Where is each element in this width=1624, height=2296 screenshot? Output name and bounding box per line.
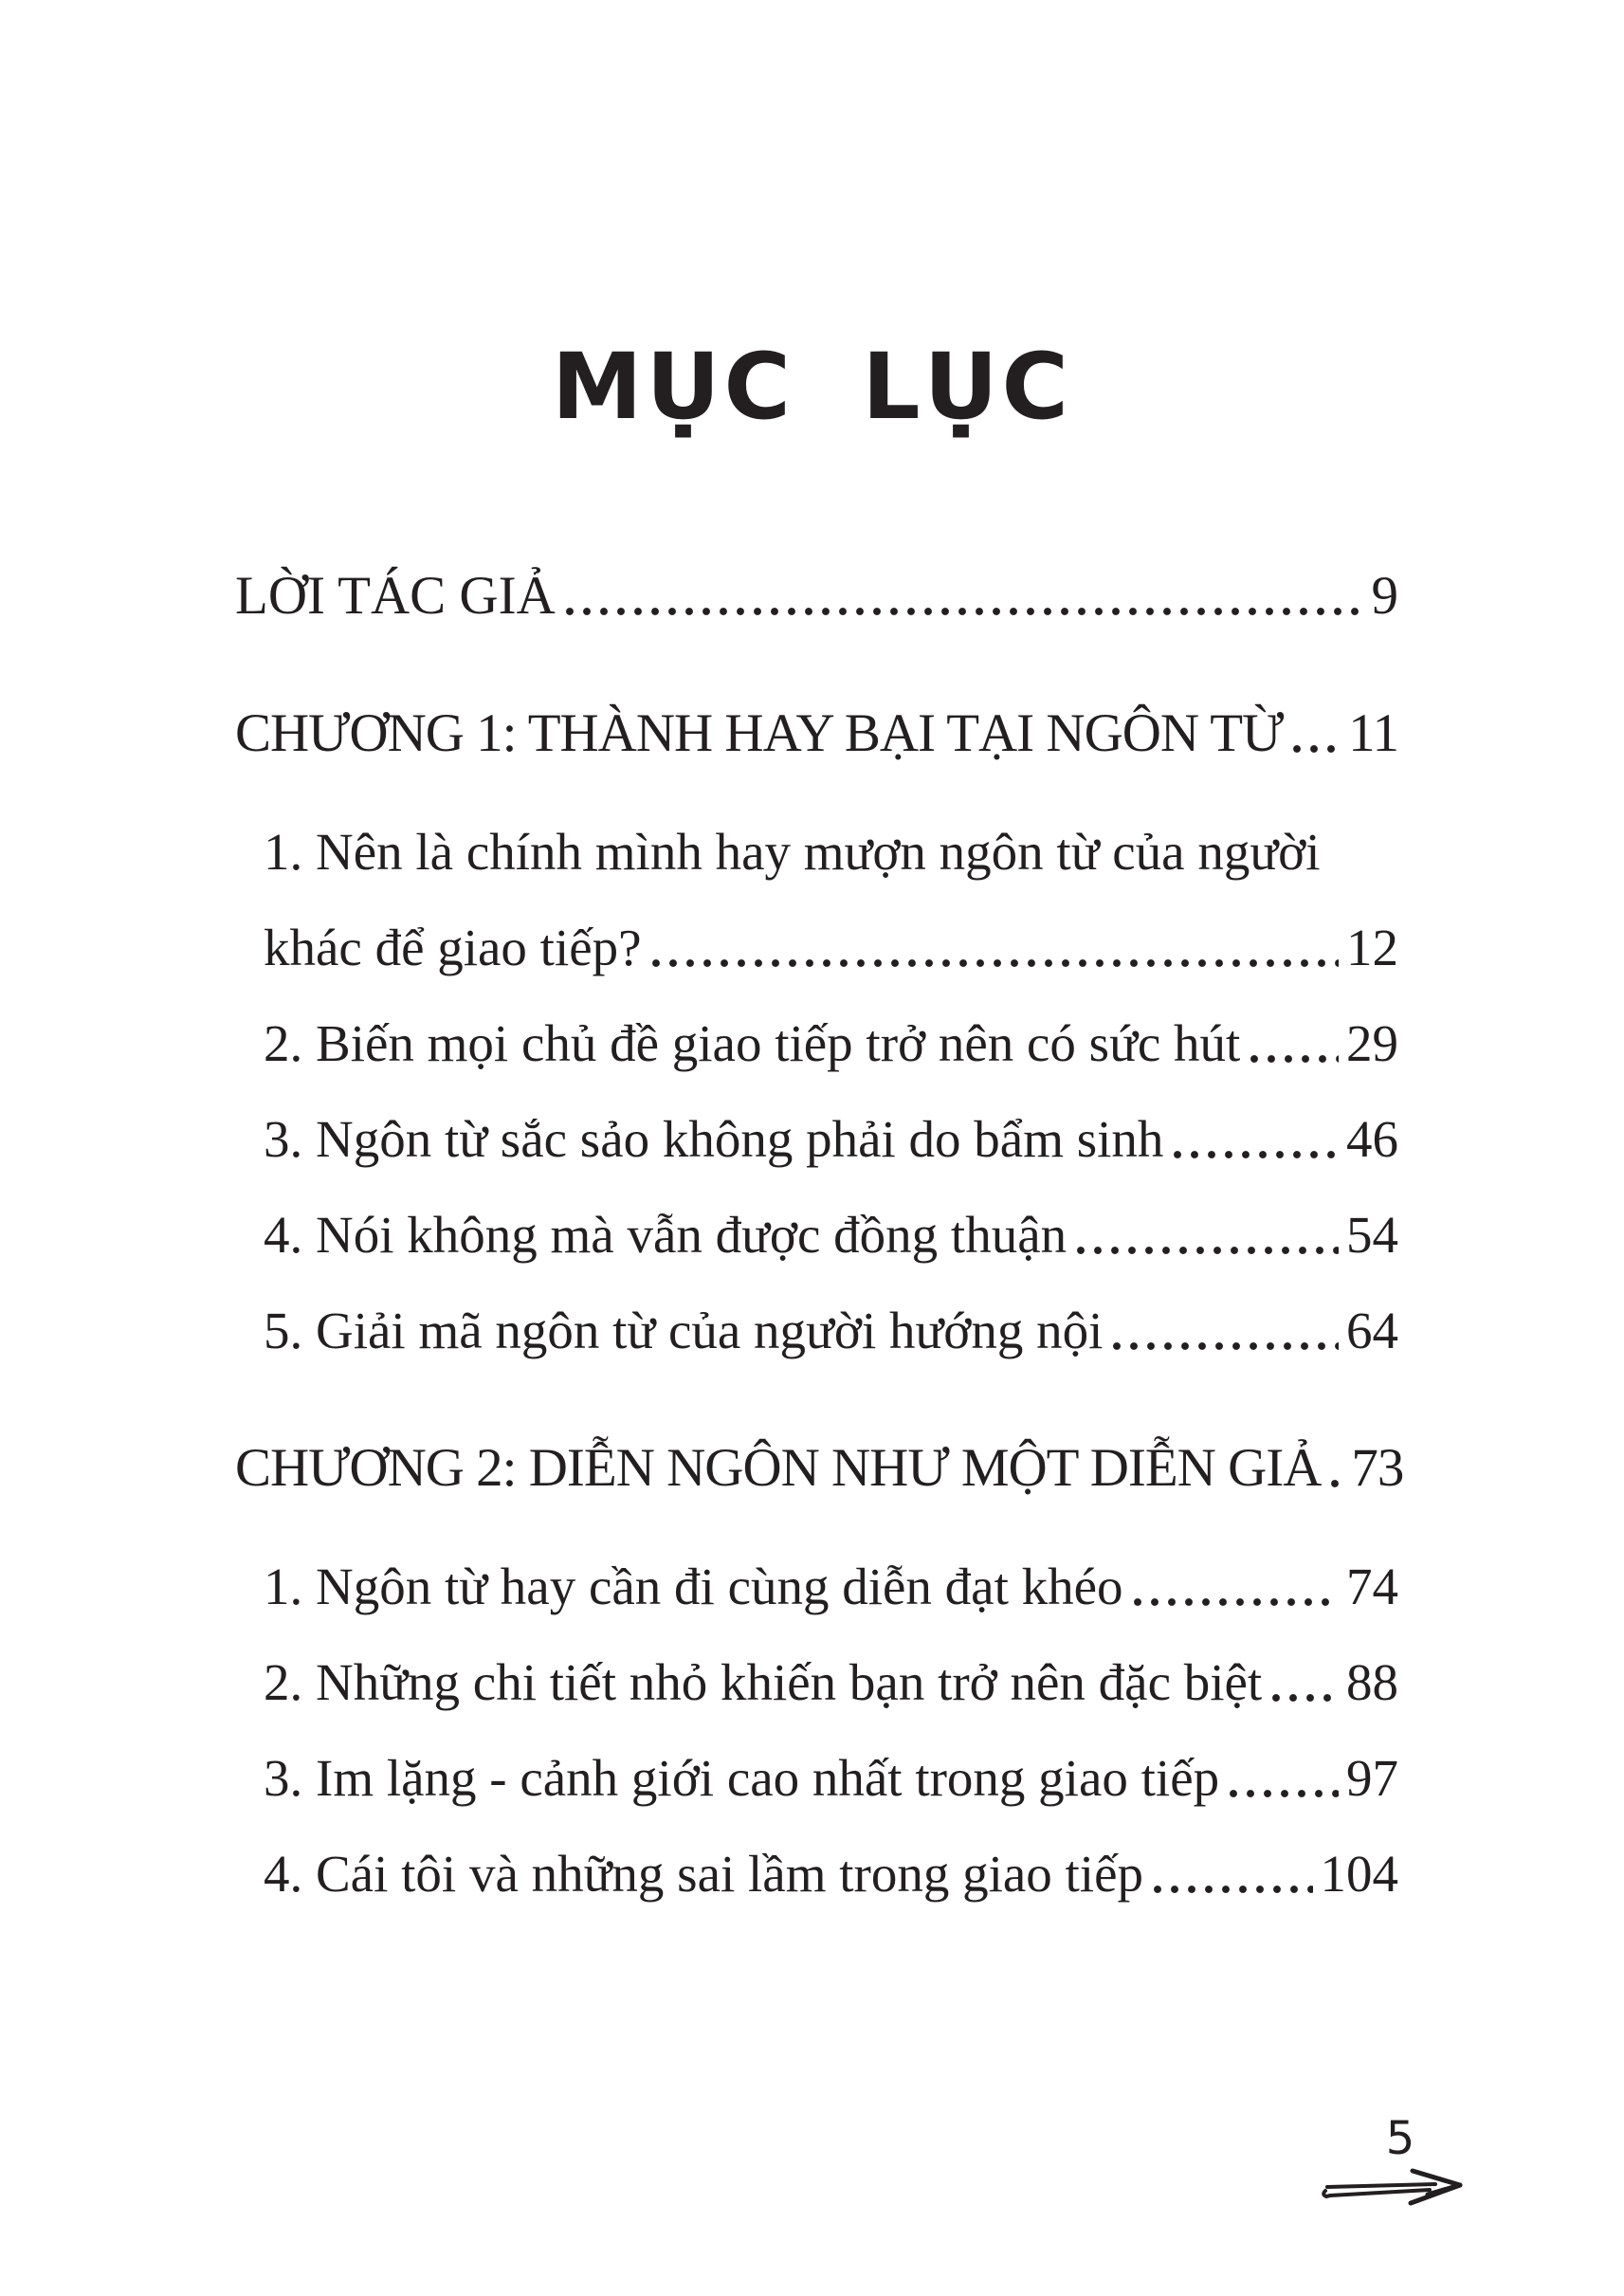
table-of-contents [235, 548, 1404, 1922]
toc-entry-label: 2. Biến mọi chủ đề giao tiếp trở nên có sức hút [264, 1014, 1241, 1072]
toc-entry-page: 11 [1348, 703, 1398, 763]
toc-entry-label: 5. Giải mã ngôn từ của người hướng nội [264, 1302, 1104, 1359]
toc-entry-page: 97 [1346, 1749, 1398, 1807]
dot-leader [1229, 1789, 1339, 1798]
toc-entry-page: 74 [1346, 1558, 1398, 1615]
dot-leader [565, 607, 1364, 616]
toc-entry [235, 900, 1398, 995]
dot-leader [1076, 1246, 1339, 1255]
toc-entry-page: 12 [1346, 919, 1398, 976]
dot-leader [1133, 1597, 1339, 1607]
toc-entry [235, 1730, 1398, 1826]
toc-entry [235, 1283, 1398, 1378]
toc-entry-front-matter [235, 548, 1398, 644]
toc-entry-page: 9 [1371, 566, 1398, 626]
toc-entry-page: 54 [1346, 1206, 1398, 1264]
dot-leader [1271, 1693, 1339, 1703]
toc-entry [235, 1539, 1398, 1634]
toc-entry-label: 4. Nói không mà vẫn được đồng thuận [264, 1206, 1067, 1264]
toc-entry [235, 1091, 1398, 1187]
dot-leader [1173, 1150, 1339, 1159]
toc-entry-page: 88 [1346, 1653, 1398, 1711]
toc-entry-page: 104 [1320, 1845, 1398, 1903]
toc-chapter-1-heading [235, 685, 1398, 781]
arrow-right-icon [1318, 2165, 1469, 2209]
dot-leader [1250, 1054, 1339, 1064]
dot-leader [651, 958, 1339, 968]
dot-leader [1292, 744, 1341, 754]
toc-entry-page: 73 [1351, 1438, 1404, 1498]
toc-entry [235, 995, 1398, 1091]
page-title: MỤC LỤC [552, 334, 1072, 440]
toc-entry-label: CHƯƠNG 1: THÀNH HAY BẠI TẠI NGÔN TỪ [235, 703, 1284, 763]
toc-entry [235, 1634, 1398, 1730]
toc-entry-page: 64 [1346, 1302, 1398, 1359]
toc-entry-label: khác để giao tiếp? [264, 919, 642, 976]
toc-entry-line [235, 804, 1398, 900]
toc-entry-label: 1. Ngôn từ hay cần đi cùng diễn đạt khéo [264, 1558, 1123, 1615]
toc-entry-label: LỜI TÁC GIẢ [235, 566, 556, 626]
page-footer [1318, 2114, 1469, 2209]
toc-entry-label: 4. Cái tôi và những sai lầm trong giao tiếp [264, 1845, 1143, 1903]
toc-chapter-2-heading [235, 1420, 1404, 1516]
toc-entry-label: 3. Ngôn từ sắc sảo không phải do bẩm sinh [264, 1110, 1164, 1168]
toc-entry-label: 2. Những chi tiết nhỏ khiến bạn trở nên đặc biệt [264, 1653, 1263, 1711]
footer-page-number: 5 [1385, 2112, 1415, 2165]
dot-leader [1330, 1479, 1343, 1488]
dot-leader [1153, 1885, 1313, 1894]
toc-entry-page: 29 [1346, 1014, 1398, 1072]
toc-entry [235, 1826, 1398, 1922]
toc-entry-label: 3. Im lặng - cảnh giới cao nhất trong giao tiếp [264, 1749, 1220, 1807]
toc-entry-page: 46 [1346, 1110, 1398, 1168]
toc-entry-label: CHƯƠNG 2: DIỄN NGÔN NHƯ MỘT DIỄN GIẢ [235, 1438, 1322, 1498]
dot-leader [1112, 1341, 1339, 1351]
toc-entry [235, 1187, 1398, 1283]
toc-entry-label: 1. Nên là chính mình hay mượn ngôn từ của người [264, 823, 1321, 881]
